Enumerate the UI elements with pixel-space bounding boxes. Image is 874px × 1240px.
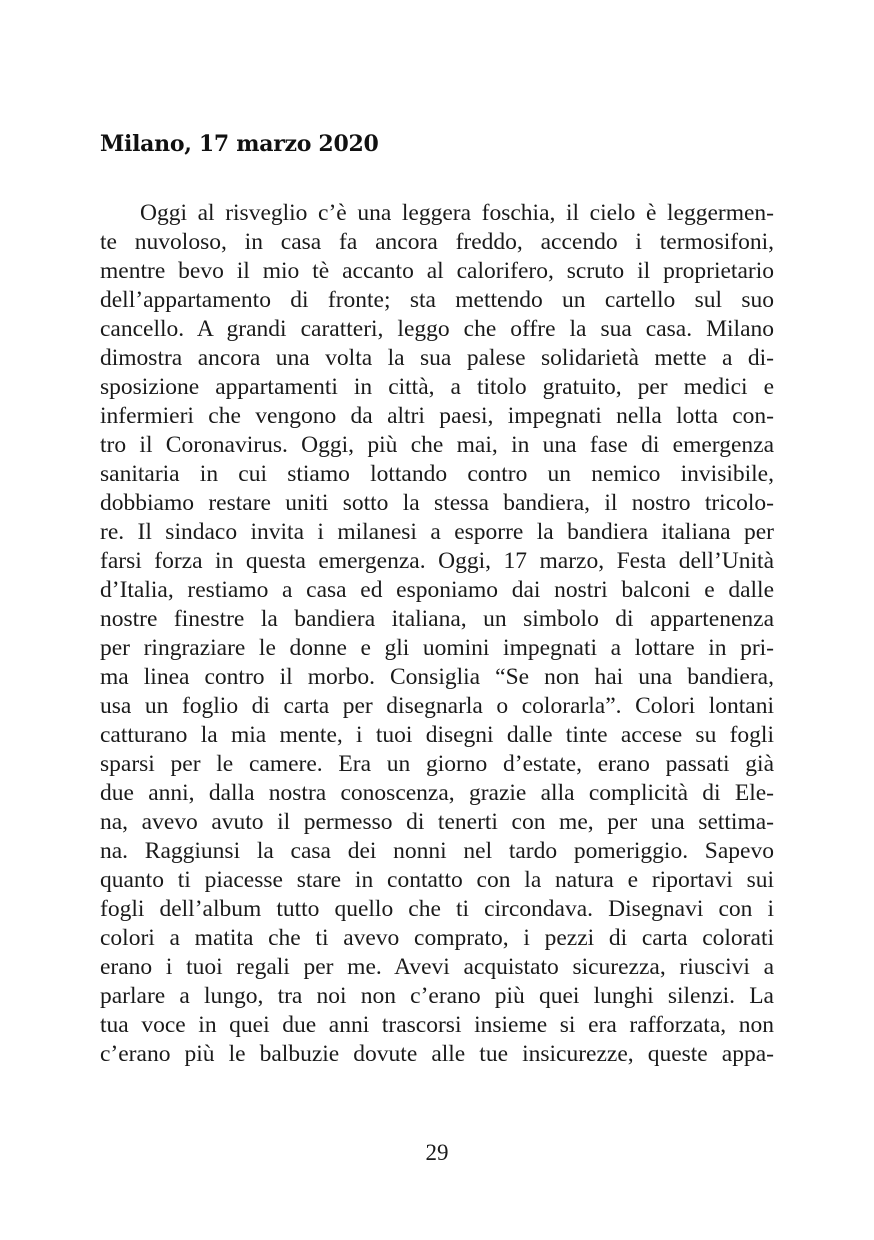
text-line: cancello. A grandi caratteri, leggo che offre la sua casa. Milano [100, 316, 774, 342]
text-line: sparsi per le camere. Era un giorno d’estate, erano passati già [100, 751, 774, 777]
text-line: tua voce in quei due anni trascorsi insieme si era rafforzata, non [100, 1012, 774, 1038]
text-line: d’Italia, restiamo a casa ed esponiamo dai nostri balconi e dalle [100, 577, 774, 603]
body-text [100, 199, 774, 1069]
text-line: colori a matita che ti avevo comprato, i pezzi di carta colorati [100, 925, 774, 951]
text-line: dobbiamo restare uniti sotto la stessa bandiera, il nostro tricolo- [100, 490, 774, 516]
text-line: farsi forza in questa emergenza. Oggi, 17 marzo, Festa dell’Unità [100, 548, 774, 574]
text-line: re. Il sindaco invita i milanesi a esporre la bandiera italiana per [100, 519, 774, 545]
text-line: na. Raggiunsi la casa dei nonni nel tardo pomeriggio. Sapevo [100, 838, 774, 864]
text-line: te nuvoloso, in casa fa ancora freddo, accendo i termosifoni, [100, 229, 774, 255]
text-line: usa un foglio di carta per disegnarla o colorarla”. Colori lontani [100, 693, 774, 719]
text-line: per ringraziare le donne e gli uomini impegnati a lottare in pri- [100, 635, 774, 661]
text-line: mentre bevo il mio tè accanto al calorifero, scruto il proprietario [100, 258, 774, 284]
text-line: fogli dell’album tutto quello che ti circondava. Disegnavi con i [100, 896, 774, 922]
text-line: dimostra ancora una volta la sua palese solidarietà mette a di- [100, 345, 774, 371]
entry-heading: Milano, 17 marzo 2020 [100, 131, 379, 157]
text-line: Oggi al risveglio c’è una leggera foschia, il cielo è leggermen- [140, 200, 774, 226]
text-line: erano i tuoi regali per me. Avevi acquistato sicurezza, riuscivi a [100, 954, 774, 980]
text-line: due anni, dalla nostra conoscenza, grazie alla complicità di Ele- [100, 780, 774, 806]
text-line: na, avevo avuto il permesso di tenerti con me, per una settima- [100, 809, 774, 835]
text-line: dell’appartamento di fronte; sta mettendo un cartello sul suo [100, 287, 774, 313]
text-line: sanitaria in cui stiamo lottando contro un nemico invisibile, [100, 461, 774, 487]
text-line: ma linea contro il morbo. Consiglia “Se non hai una bandiera, [100, 664, 774, 690]
page-number: 29 [425, 1140, 449, 1165]
text-line: infermieri che vengono da altri paesi, impegnati nella lotta con- [100, 403, 774, 429]
text-line: quanto ti piacesse stare in contatto con la natura e riportavi sui [100, 867, 774, 893]
text-line: c’erano più le balbuzie dovute alle tue insicurezze, queste appa- [100, 1041, 774, 1067]
text-line: nostre finestre la bandiera italiana, un simbolo di appartenenza [100, 606, 774, 632]
text-line: tro il Coronavirus. Oggi, più che mai, in una fase di emergenza [100, 432, 774, 458]
text-line: catturano la mia mente, i tuoi disegni dalle tinte accese su fogli [100, 722, 774, 748]
text-line: sposizione appartamenti in città, a titolo gratuito, per medici e [100, 374, 774, 400]
text-line: parlare a lungo, tra noi non c’erano più quei lunghi silenzi. La [100, 983, 774, 1009]
